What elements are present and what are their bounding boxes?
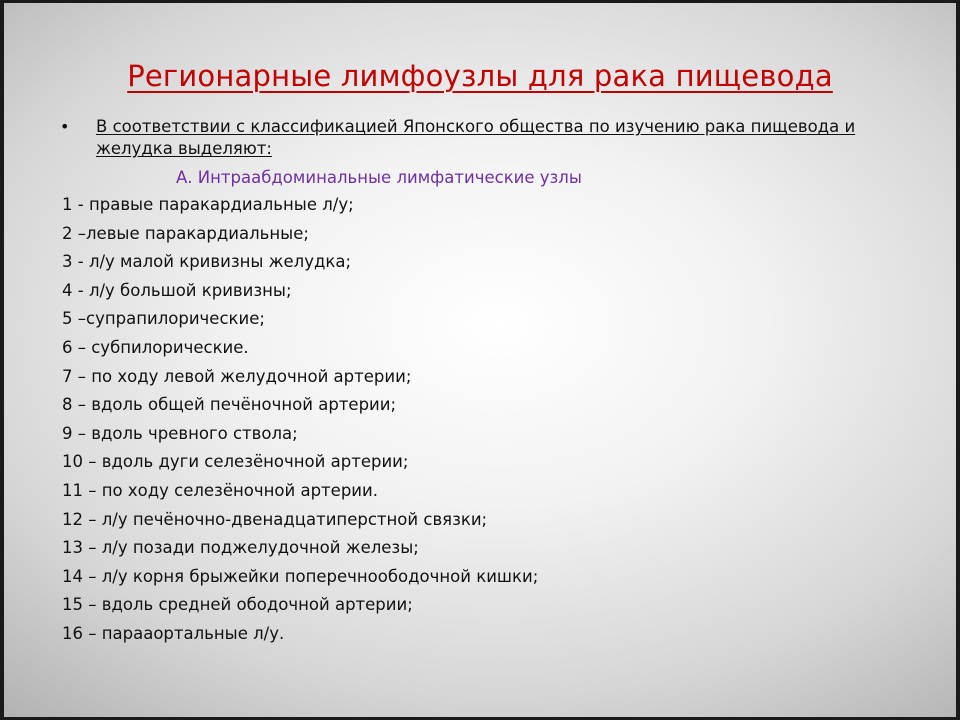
- list-item: 6 – субпилорические.: [62, 337, 249, 357]
- list-item: 5 –супрапилорические;: [62, 309, 265, 329]
- list-item: 1 - правые паракардиальные л/у;: [62, 195, 354, 214]
- list-item: 8 – вдоль общей печёночной артерии;: [62, 395, 397, 415]
- list-item: 12 – л/у печёночно-двенадцатиперстной связки;: [62, 509, 488, 529]
- list-item: 13 – л/у позади поджелудочной железы;: [62, 538, 419, 558]
- list-item: 4 - л/у большой кривизны;: [62, 280, 292, 300]
- slide-title: Регионарные лимфоузлы для рака пищевода: [127, 59, 833, 93]
- list-item: 10 – вдоль дуги селезёночной артерии;: [62, 452, 409, 472]
- list-item: 11 – по ходу селезёночной артерии.: [62, 480, 378, 500]
- list-item: 3 - л/у малой кривизны желудка;: [62, 252, 352, 272]
- lymph-node-list: [62, 194, 538, 652]
- list-item: 2 –левые паракардиальные;: [62, 223, 309, 243]
- list-item: 15 – вдоль средней ободочной артерии;: [62, 595, 413, 615]
- list-item: 7 – по ходу левой желудочной артерии;: [62, 366, 412, 386]
- list-item: 9 – вдоль чревного ствола;: [62, 423, 298, 443]
- list-item: 16 – парааортальные л/у.: [62, 623, 285, 643]
- section-subheading: А. Интраабдоминальные лимфатические узлы: [176, 168, 582, 187]
- bullet-marker: •: [60, 117, 70, 136]
- intro-text: В соответствии с классификацией Японского общества по изучению рака пищевода и желудка выделяют:: [96, 117, 856, 158]
- list-item: 14 – л/у корня брыжейки поперечноободочной кишки;: [62, 566, 539, 586]
